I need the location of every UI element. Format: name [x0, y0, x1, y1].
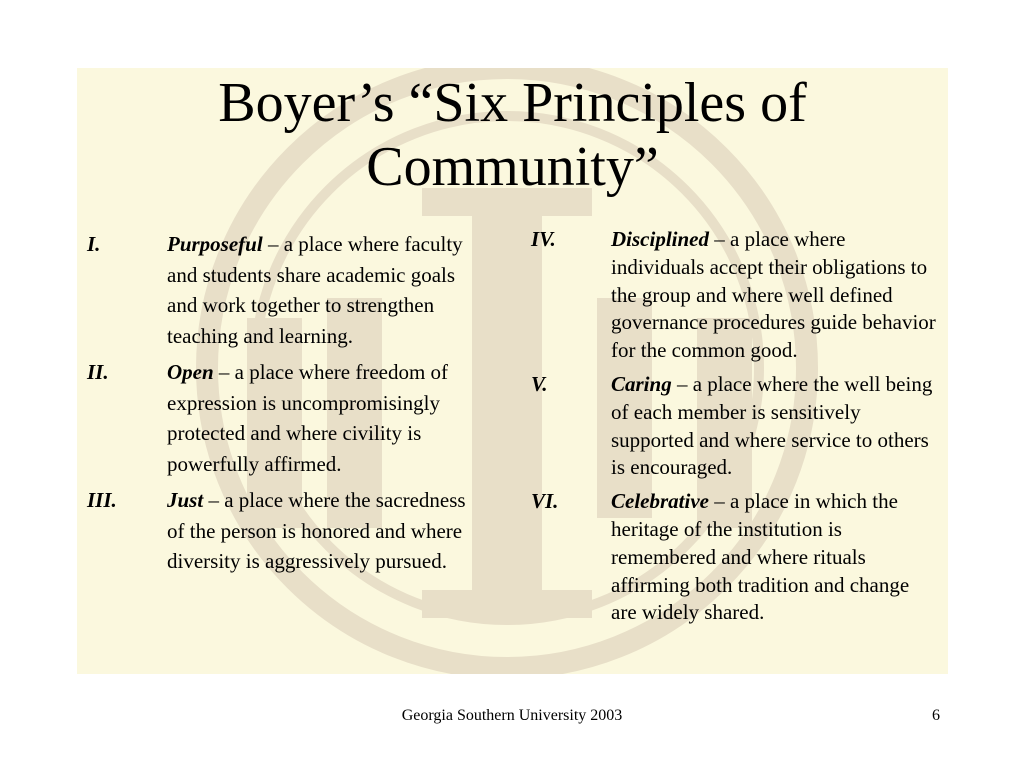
principle-description: – a place where the sacredness of the person is honored and where diversity is aggressively pursued.	[167, 488, 466, 573]
principle-item	[87, 485, 487, 577]
principle-item	[531, 488, 936, 627]
principle-numeral: III.	[87, 488, 117, 512]
principle-item	[87, 229, 487, 351]
principle-description: – a place where freedom of expression is uncompromisingly protected and where civility is powerfully affirmed.	[167, 360, 449, 476]
principle-numeral: I.	[87, 232, 101, 256]
principle-term: Just	[167, 488, 204, 512]
principles-left-column	[87, 229, 487, 583]
principle-description: – a place where the well being of each member is sensitively supported and where service to others is encouraged.	[611, 371, 933, 480]
principle-description: – a place in which the heritage of the institution is remembered and where rituals affirming both tradition and change are widely shared.	[611, 489, 910, 625]
principle-term: Open	[167, 360, 214, 384]
principle-numeral: V.	[531, 371, 548, 396]
principle-description: – a place where individuals accept their obligations to the group and where well defined governance procedures guide behavior for the common good.	[611, 227, 936, 363]
principle-numeral: II.	[87, 360, 109, 384]
principle-numeral: IV.	[531, 227, 556, 251]
principle-term: Caring	[611, 371, 672, 396]
slide-title: Boyer’s “Six Principles of Community”	[218, 72, 807, 198]
principle-term: Purposeful	[167, 232, 263, 256]
principle-item	[87, 357, 487, 479]
page-number: 6	[932, 707, 940, 724]
principle-description: – a place where faculty and students share academic goals and work together to strengthen teaching and learning.	[167, 232, 463, 348]
principles-right-column	[531, 226, 936, 633]
principle-numeral: VI.	[531, 489, 559, 514]
principle-term: Celebrative	[611, 489, 709, 514]
principle-term: Disciplined	[611, 227, 709, 251]
principle-item	[531, 226, 936, 365]
footer-text: Georgia Southern University 2003	[401, 707, 623, 724]
principle-item	[531, 371, 936, 482]
